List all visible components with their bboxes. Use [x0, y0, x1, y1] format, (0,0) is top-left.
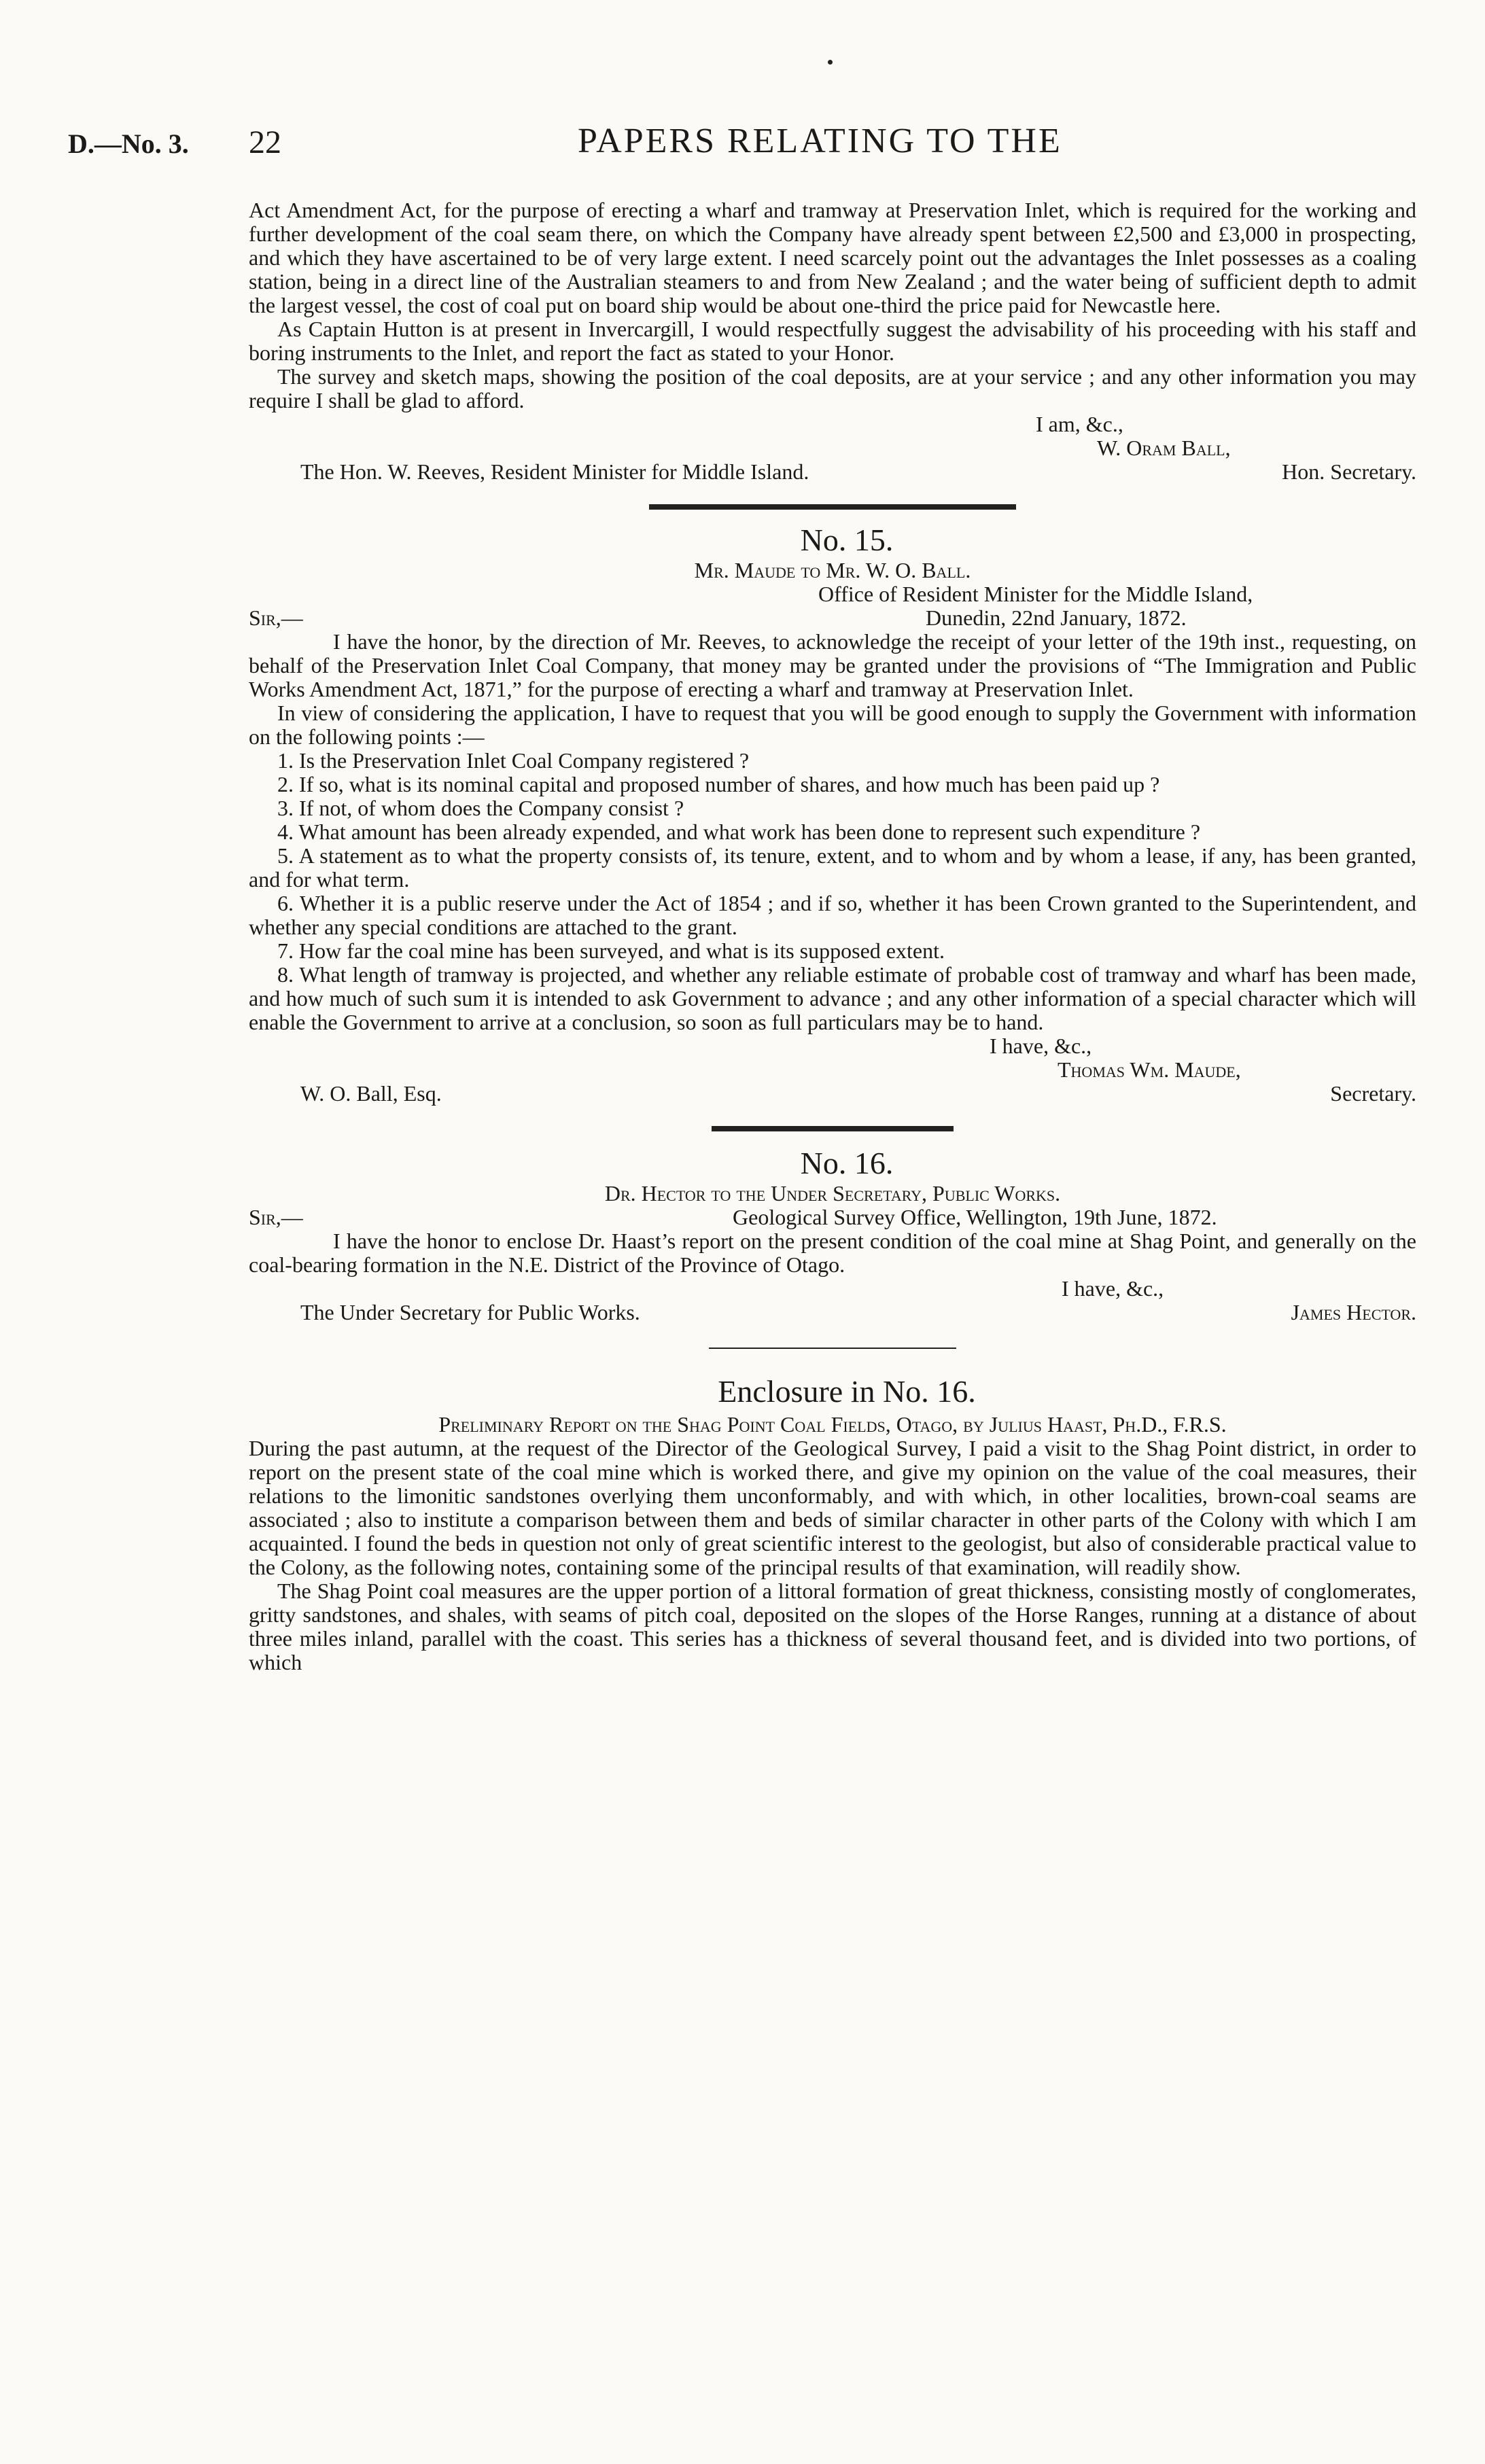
page-number: 22 — [249, 124, 281, 160]
no15-salutation: Sir,— — [249, 605, 303, 630]
enclosure-subtitle: Preliminary Report on the Shag Point Coal Fields, Otago, by Julius Haast, Ph.D., F.R.S. — [438, 1412, 1227, 1437]
enclosure-paragraph-2: The Shag Point coal measures are the upper portion of a littoral formation of great thickness, consisting mostly of conglomerates, gritty sandstones, and shales, with seams of pitch coal, deposited on the slopes of the Horse Ranges, running at a distance of about three miles inland, parallel with the coast. This series has a thickness of several thousand feet, and is divided into two portions, of which — [249, 1579, 1416, 1674]
intro-signer-title: Hon. Secretary. — [1282, 459, 1416, 484]
intro-addressee: The Hon. W. Reeves, Resident Minister for Middle Island. — [300, 459, 809, 484]
no15-signer-title: Secretary. — [1330, 1081, 1416, 1106]
document-reference: D.—No. 3. — [68, 128, 189, 159]
intro-addressee-line — [249, 460, 1416, 484]
no15-office: Office of Resident Minister for the Middle Island, — [818, 582, 1253, 606]
no16-addressee-line — [249, 1301, 1416, 1324]
intro-closing: I am, &c., — [1036, 412, 1123, 436]
no16-paragraph-1: I have the honor to enclose Dr. Haast’s report on the present condition of the coal mine at Shag Point, and generally on the coal-bearing formation in the N.E. District of the Province of Otago. — [249, 1229, 1416, 1277]
no15-point-2: 2. If so, what is its nominal capital and proposed number of shares, and how much has been paid up ? — [277, 772, 1160, 796]
section-divider-1 — [649, 504, 1016, 510]
no16-salutation: Sir,— — [249, 1205, 303, 1229]
no15-paragraph-1: I have the honor, by the direction of Mr. Reeves, to acknowledge the receipt of your letter of the 19th inst., requesting, on behalf of the Preservation Inlet Coal Company, that money may be granted under the provisions of “The Immigration and Public Works Amendment Act, 1871,” for the purpose of erecting a wharf and tramway at Preservation Inlet. — [249, 629, 1416, 701]
intro-paragraph-3: The survey and sketch maps, showing the position of the coal deposits, are at your service ; and any other information you may require I shall be glad to afford. — [249, 364, 1416, 412]
no15-heading: No. 15. — [800, 523, 894, 557]
intro-paragraph-1: Act Amendment Act, for the purpose of erecting a wharf and tramway at Preservation Inlet, which is required for the working and further development of the coal seam there, on which the Company have already spent between £2,500 and £3,000 in prospecting, and which they have ascertained to be of very large extent. I need scarcely point out the advantages the Inlet possesses as a coaling station, being in a direct line of the Australian steamers to and from New Zealand ; and the water being of sufficient depth to admit the largest vessel, the cost of coal put on board ship would be about one-third the price paid for Newcastle here. — [249, 198, 1416, 317]
no16-closing-line — [249, 1277, 1416, 1301]
no15-subheading: Mr. Maude to Mr. W. O. Ball. — [694, 558, 971, 582]
no15-point-4: 4. What amount has been already expended, and what work has been done to represent such expenditure ? — [277, 820, 1201, 844]
running-title: PAPERS RELATING TO THE — [578, 122, 1062, 160]
no15-point-3: 3. If not, of whom does the Company consist ? — [277, 796, 684, 820]
intro-signer: W. Oram Ball, — [1097, 436, 1231, 460]
no16-place-date: Geological Survey Office, Wellington, 19th June, 1872. — [733, 1205, 1217, 1229]
no15-closing-line — [249, 1034, 1416, 1058]
no15-point-6: 6. Whether it is a public reserve under the Act of 1854 ; and if so, whether it has been Crown granted to the Superintendent, and whether any special conditions are attached to the grant. — [249, 891, 1416, 939]
no15-addressee-line — [249, 1082, 1416, 1106]
no15-point-5: 5. A statement as to what the property consists of, its tenure, extent, and to whom and by whom a lease, if any, has been granted, and for what term. — [249, 843, 1416, 892]
section-divider-2 — [712, 1126, 954, 1131]
no15-point-7: 7. How far the coal mine has been surveyed, and what is its supposed extent. — [277, 938, 945, 963]
no15-paragraph-2: In view of considering the application, I have to request that you will be good enough to supply the Government with information on the following points :— — [249, 701, 1416, 749]
no15-signer-line — [249, 1058, 1416, 1082]
no15-date-line — [249, 606, 1416, 630]
no15-addressee: W. O. Ball, Esq. — [300, 1081, 442, 1106]
document-body — [249, 198, 1416, 1674]
no15-office-line — [249, 582, 1416, 606]
intro-paragraph-2: As Captain Hutton is at present in Invercargill, I would respectfully suggest the advisability of his proceeding with his staff and boring instruments to the Inlet, and report the fact as stated to your Honor. — [249, 317, 1416, 365]
no15-point-1: 1. Is the Preservation Inlet Coal Company registered ? — [277, 748, 750, 773]
no16-closing: I have, &c., — [1062, 1276, 1164, 1301]
intro-signer-line — [249, 436, 1416, 460]
no16-subheading: Dr. Hector to the Under Secretary, Public Works. — [604, 1181, 1061, 1205]
no16-date-line — [249, 1205, 1416, 1229]
no15-point-8: 8. What length of tramway is projected, and whether any reliable estimate of probable cost of tramway and wharf has been made, and how much of such sum it is intended to ask Government to advance ; and any other information of a special character which will enable the Government to arrive at a conclusion, so soon as full particulars may be to hand. — [249, 962, 1416, 1034]
no15-signer: Thomas Wm. Maude, — [1058, 1057, 1241, 1082]
no16-heading: No. 16. — [800, 1146, 894, 1180]
no15-place-date: Dunedin, 22nd January, 1872. — [926, 605, 1187, 630]
no16-addressee: The Under Secretary for Public Works. — [300, 1300, 640, 1324]
no15-closing: I have, &c., — [990, 1034, 1092, 1058]
intro-closing-line — [249, 412, 1416, 436]
ink-dot — [828, 60, 833, 65]
no16-signer: James Hector. — [1291, 1300, 1416, 1324]
page-header — [0, 121, 1485, 162]
enclosure-paragraph-1: During the past autumn, at the request of the Director of the Geological Survey, I paid a visit to the Shag Point district, in order to report on the present state of the coal mine which is worked there, and give my opinion on the value of the coal measures, their relations to the limonitic sandstones overlying them unconformably, and with which, in other localities, brown-coal seams are associated ; also to institute a comparison between them and beds of similar character in other parts of the Colony with which I am acquainted. I found the beds in question not only of great scientific interest to the geologist, but also of considerable practical value to the Colony, as the following notes, containing some of the principal results of that examination, will readily show. — [249, 1436, 1416, 1579]
enclosure-heading: Enclosure in No. 16. — [718, 1374, 976, 1409]
